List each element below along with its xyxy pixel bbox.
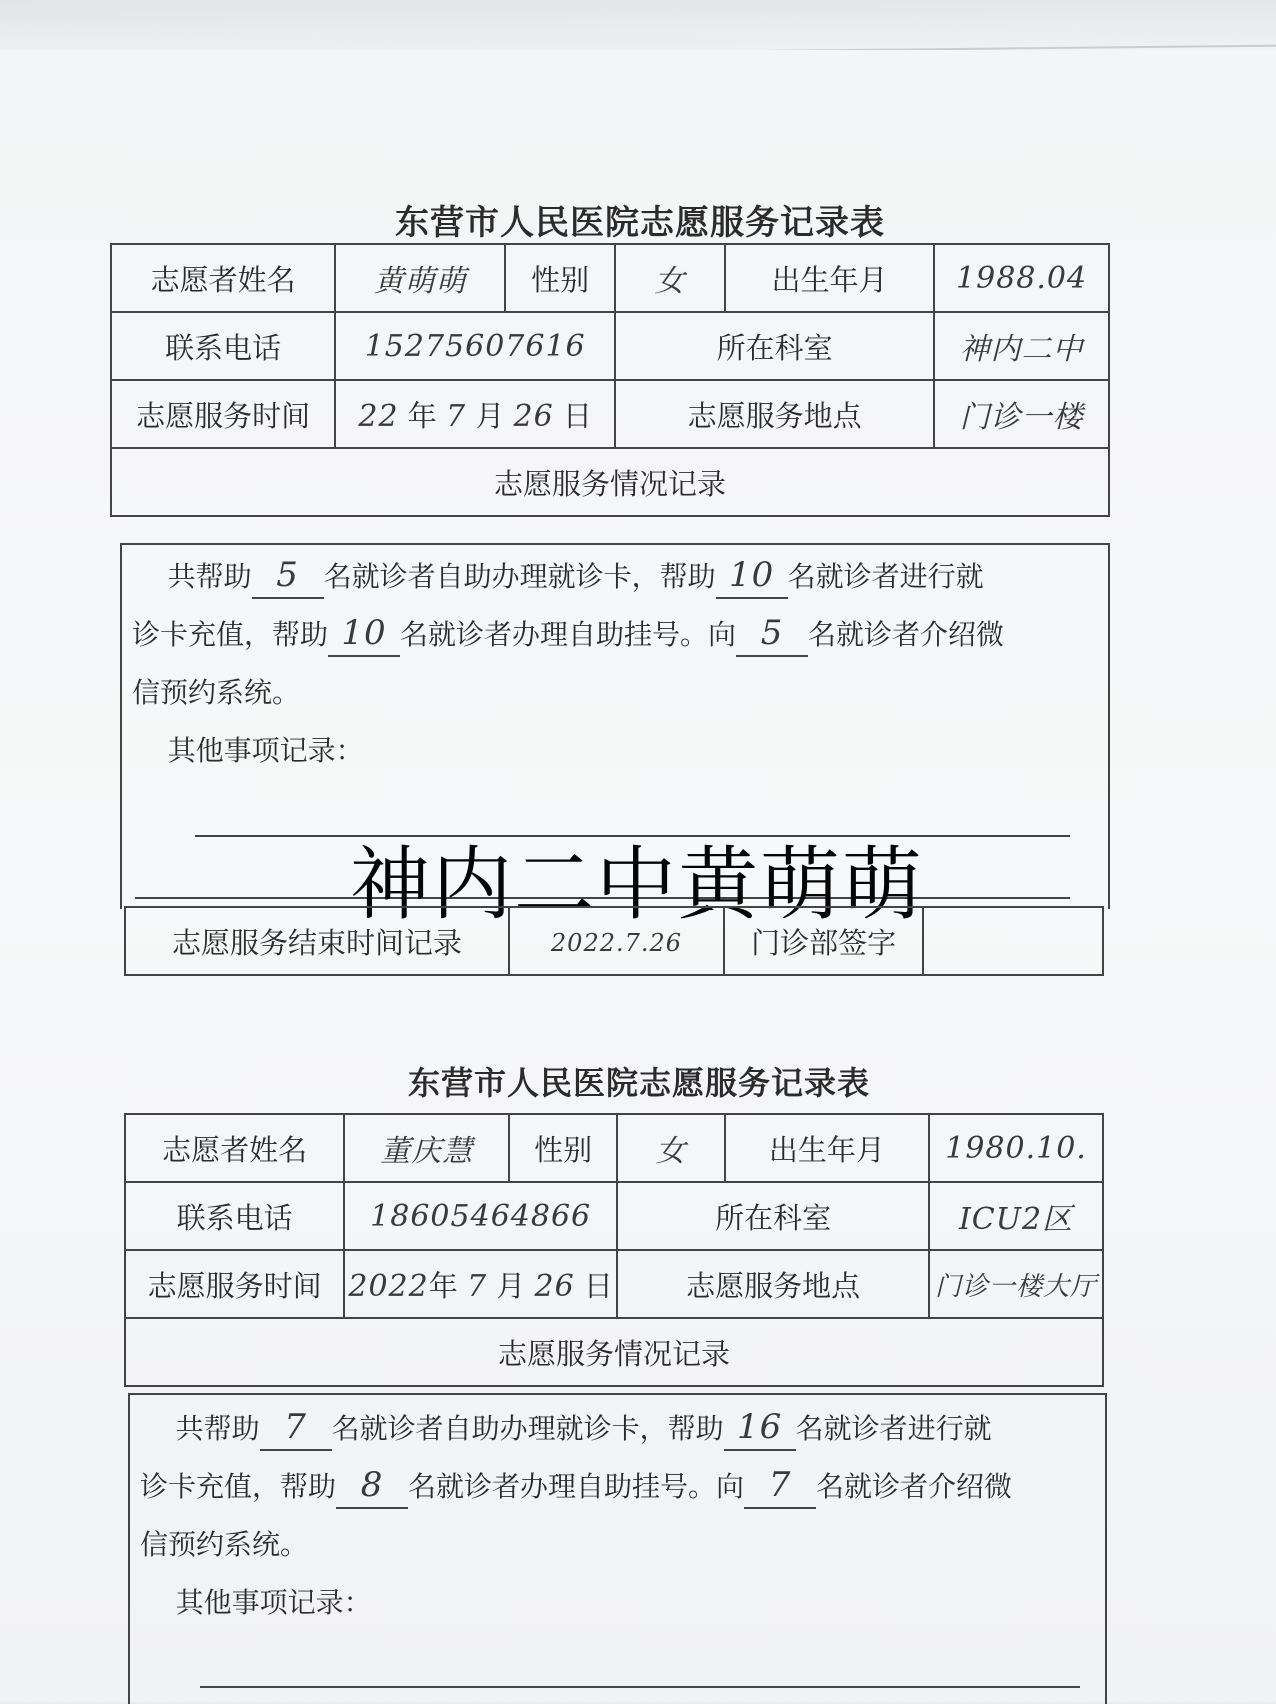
- form1-blank-recharge-count: [716, 555, 788, 599]
- form1-birth-value: [934, 244, 1109, 312]
- form2-record-line3: 信预约系统。: [140, 1528, 309, 1561]
- form1-record-p1a: 共帮助: [167, 560, 252, 593]
- form1-name-value: [335, 244, 505, 312]
- form2-day-handwritten: 26: [534, 1268, 575, 1304]
- form1-name-handwritten: 黄萌萌: [373, 264, 467, 299]
- form1-n3: 10: [341, 613, 387, 653]
- form1-blank-register-count: [328, 613, 400, 657]
- form2-record-line1: [140, 1400, 1100, 1458]
- form2-service-date: [344, 1250, 617, 1318]
- form1-month-unit: 月: [475, 398, 505, 433]
- form1-record-line2: [132, 606, 1102, 664]
- form1-record-line1: [132, 548, 1102, 606]
- form2-department-value: [929, 1182, 1103, 1250]
- form1-birth-label: 出生年月: [725, 244, 934, 312]
- form2-month-unit: 月: [496, 1268, 526, 1303]
- form2-info-table: [124, 1113, 1104, 1387]
- form2-gender-value: [617, 1114, 725, 1182]
- form2-service-time-label: 志愿服务时间: [125, 1250, 344, 1318]
- form1-n1: 5: [276, 555, 299, 595]
- form2-record-text: [140, 1400, 1100, 1632]
- form2-blank-recharge-count: [724, 1407, 796, 1451]
- form2-department-label: 所在科室: [617, 1182, 929, 1250]
- form2-department-handwritten: ICU2区: [958, 1202, 1074, 1237]
- form1-end-time-value: [509, 907, 724, 975]
- form1-year-handwritten: 22: [358, 398, 399, 434]
- form1-blank-card-count: [252, 555, 324, 599]
- form1-overlay-caption: 神内二中黄萌萌: [350, 838, 924, 931]
- form1-gender-value: [615, 244, 725, 312]
- form1-record-p2c: 名就诊者介绍微: [808, 618, 1005, 651]
- form2-name-value: [344, 1114, 509, 1182]
- form2-blank-wechat-count: [744, 1465, 816, 1509]
- form2-record-header: 志愿服务情况记录: [125, 1318, 1103, 1386]
- form2-record-p2c: 名就诊者介绍微: [816, 1470, 1013, 1503]
- form2-gender-label: 性别: [509, 1114, 617, 1182]
- form2-service-place-label: 志愿服务地点: [617, 1250, 929, 1318]
- form1-gender-label: 性别: [505, 244, 615, 312]
- form1-place-handwritten: 门诊一楼: [959, 400, 1084, 435]
- form2-birth-handwritten: 1980.10.: [945, 1130, 1087, 1166]
- form1-record-p1c: 名就诊者进行就: [787, 560, 984, 593]
- form2-record-p1c: 名就诊者进行就: [795, 1412, 992, 1445]
- form1-end-time-label: 志愿服务结束时间记录: [125, 907, 509, 975]
- form2-phone-handwritten: 18605464866: [370, 1198, 592, 1234]
- form1-month-handwritten: 7: [446, 398, 467, 434]
- form2-birth-value: [929, 1114, 1103, 1182]
- form1-phone-handwritten: 15275607616: [364, 328, 586, 364]
- form2-record-p1a: 共帮助: [175, 1412, 260, 1445]
- form1-other-label: [132, 722, 1102, 780]
- form2-n4: 7: [768, 1465, 792, 1505]
- form1-phone-label: 联系电话: [111, 312, 335, 380]
- form1-record-text: [132, 548, 1102, 780]
- form2-record-line2: [140, 1458, 1100, 1516]
- form1-record-p1b: 名就诊者自助办理就诊卡，帮助: [323, 560, 716, 593]
- form1-record-header: 志愿服务情况记录: [111, 448, 1109, 516]
- form2-day-unit: 日: [583, 1268, 613, 1303]
- form1-day-handwritten: 26: [513, 398, 554, 434]
- form2-service-place-value: [929, 1250, 1103, 1318]
- form1-service-place-value: [934, 380, 1109, 448]
- form1-n2: 10: [729, 555, 775, 595]
- form1-end-table: [124, 906, 1104, 976]
- form2-blank-card-count: [260, 1407, 332, 1451]
- form1-service-date: [335, 380, 615, 448]
- form2-year-unit: 年: [428, 1268, 458, 1303]
- form2-record-p2b: 名就诊者办理自助挂号。向: [408, 1470, 745, 1503]
- form1-clinic-sign-label: 门诊部签字: [724, 907, 924, 975]
- form1-title: 东营市人民医院志愿服务记录表: [395, 203, 885, 243]
- form2-other-label: [140, 1574, 1100, 1632]
- form1-year-unit: 年: [407, 398, 437, 433]
- form1-record-p2a: 诊卡充值，帮助: [132, 618, 329, 651]
- form2-record-p2a: 诊卡充值，帮助: [140, 1470, 337, 1503]
- form1-name-label: 志愿者姓名: [111, 244, 335, 312]
- form2-blank-register-count: [336, 1465, 408, 1509]
- form2-year-handwritten: 2022: [348, 1268, 429, 1304]
- form1-n4: 5: [760, 613, 784, 653]
- form1-department-value: [934, 312, 1109, 380]
- form1-department-label: 所在科室: [615, 312, 934, 380]
- form2-month-handwritten: 7: [466, 1268, 488, 1304]
- form2-phone-label: 联系电话: [125, 1182, 344, 1250]
- form1-blank-wechat-count: [736, 613, 808, 657]
- form2-n2: 16: [737, 1407, 783, 1447]
- form1-end-time-handwritten: 2022.7.26: [550, 929, 683, 957]
- form1-record-p2b: 名就诊者办理自助挂号。向: [400, 618, 737, 651]
- form1-birth-handwritten: 1988.04: [956, 260, 1088, 296]
- form1-other-text: 其他事项记录：: [167, 734, 364, 767]
- form2-place-handwritten: 门诊一楼大厅: [935, 1271, 1098, 1302]
- form2-record-p1b: 名就诊者自助办理就诊卡，帮助: [331, 1412, 724, 1445]
- form2-title: 东营市人民医院志愿服务记录表: [408, 1064, 871, 1102]
- form2-other-text: 其他事项记录：: [175, 1586, 372, 1619]
- form1-service-place-label: 志愿服务地点: [615, 380, 934, 448]
- form2-n3: 8: [360, 1465, 384, 1505]
- form1-day-unit: 日: [562, 398, 592, 433]
- form2-n1: 7: [284, 1407, 307, 1447]
- form1-clinic-sign-value: [923, 907, 1103, 975]
- form1-service-time-label: 志愿服务时间: [111, 380, 335, 448]
- form1-phone-value: [335, 312, 615, 380]
- form1-gender-handwritten: 女: [654, 264, 686, 299]
- form2-birth-label: 出生年月: [725, 1114, 929, 1182]
- form2-name-handwritten: 董庆慧: [380, 1134, 474, 1169]
- form1-record-line3: 信预约系统。: [132, 676, 301, 709]
- form1-department-handwritten: 神内二中: [959, 332, 1084, 367]
- form1-info-table: [110, 243, 1110, 517]
- form2-phone-value: [344, 1182, 617, 1250]
- form2-other-line-1: [200, 1686, 1080, 1688]
- form2-name-label: 志愿者姓名: [125, 1114, 344, 1182]
- form2-gender-handwritten: 女: [655, 1134, 687, 1169]
